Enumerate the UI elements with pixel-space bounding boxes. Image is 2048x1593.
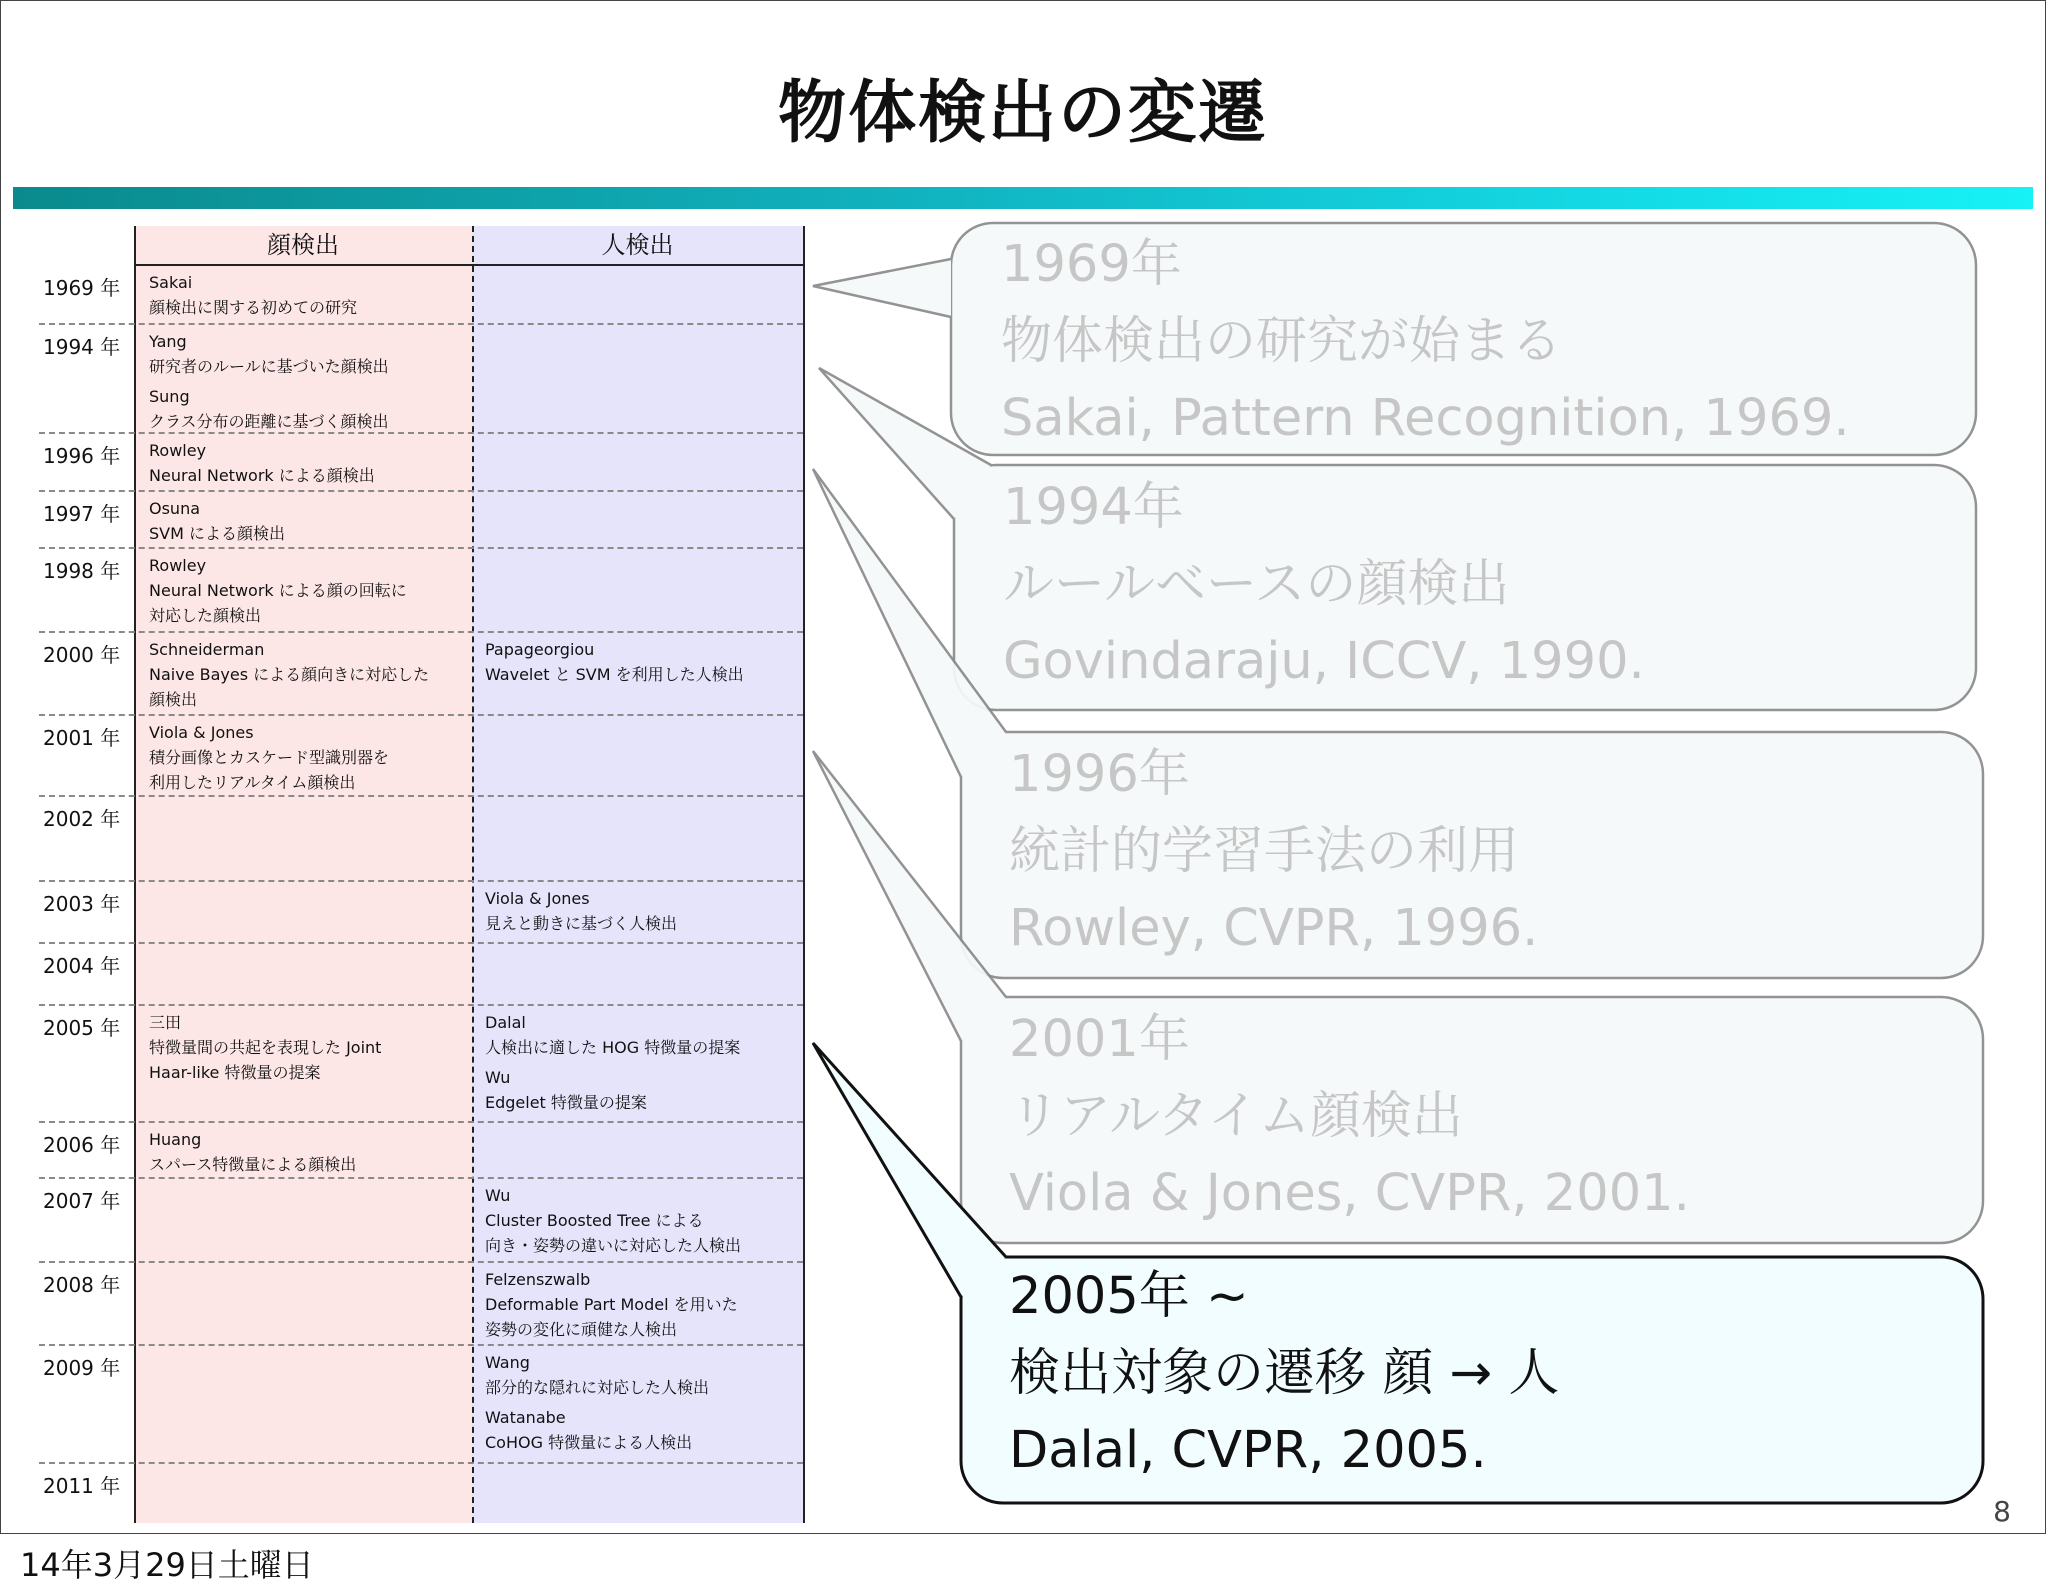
author-name: Rowley xyxy=(149,556,207,575)
author-name: Huang xyxy=(149,1130,202,1149)
author-name: Papageorgiou xyxy=(485,640,595,659)
callout-text-5 xyxy=(1009,1258,1559,1489)
year-label: 1996 年 xyxy=(43,444,121,468)
callout-pointer xyxy=(813,259,951,317)
entry-description: 人検出に適した HOG 特徴量の提案 xyxy=(485,1038,741,1057)
callout-summary: ルールベースの顔検出 xyxy=(1003,555,1510,614)
year-label: 2006 年 xyxy=(43,1133,121,1157)
callout-text-3 xyxy=(1009,736,1538,967)
author-name: Sakai xyxy=(149,273,193,292)
header-face: 顔検出 xyxy=(267,231,339,259)
entry-description: 顔検出に関する初めての研究 xyxy=(149,298,358,317)
entry-description: Haar-like 特徴量の提案 xyxy=(149,1063,321,1082)
author-name: 三田 xyxy=(149,1013,182,1032)
author-name: Wu xyxy=(485,1186,511,1205)
entry-description: Neural Network による顔の回転に xyxy=(149,581,407,600)
callout-text-2 xyxy=(1003,469,1645,700)
year-label: 2008 年 xyxy=(43,1273,121,1297)
entry-description: Cluster Boosted Tree による xyxy=(485,1211,704,1230)
entry-description: Watanabe xyxy=(485,1408,566,1427)
year-label: 1994 年 xyxy=(43,335,121,359)
year-label: 1969 年 xyxy=(43,276,121,300)
callout-year: 2005年 ~ xyxy=(1009,1267,1249,1326)
entry-description: 姿勢の変化に頑健な人検出 xyxy=(485,1320,678,1339)
author-name: Osuna xyxy=(149,499,201,518)
footer-date: 14年3月29日土曜日 xyxy=(20,1546,314,1584)
entry-description: Naive Bayes による顔向きに対応した xyxy=(149,665,430,684)
entry-description: Edgelet 特徴量の提案 xyxy=(485,1093,647,1112)
callout-citation: Sakai, Pattern Recognition, 1969. xyxy=(1001,389,1850,448)
entry-description: 特徴量間の共起を表現した Joint xyxy=(149,1038,382,1057)
callout-text-4 xyxy=(1009,1001,1690,1232)
year-label: 1997 年 xyxy=(43,502,121,526)
entry-description: SVM による顔検出 xyxy=(149,524,285,543)
page-title: 物体検出の変遷 xyxy=(777,74,1268,153)
author-name: Schneiderman xyxy=(149,640,265,659)
author-name: Dalal xyxy=(485,1013,526,1032)
callout-year: 1969年 xyxy=(1001,235,1182,294)
entry-description: 利用したリアルタイム顔検出 xyxy=(149,773,356,792)
year-label: 2011 年 xyxy=(43,1474,121,1498)
entry-description: 部分的な隠れに対応した人検出 xyxy=(485,1378,710,1397)
callout-year: 1994年 xyxy=(1003,478,1184,537)
entry-description: 対応した顔検出 xyxy=(149,606,262,625)
author-name: Viola & Jones xyxy=(485,889,590,908)
callout-summary: 検出対象の遷移 顔 → 人 xyxy=(1009,1344,1560,1403)
callout-year: 2001年 xyxy=(1009,1010,1190,1069)
year-label: 2007 年 xyxy=(43,1189,121,1213)
entry-description: 研究者のルールに基づいた顔検出 xyxy=(149,357,389,376)
year-label: 2001 年 xyxy=(43,726,121,750)
year-label: 2002 年 xyxy=(43,807,121,831)
entry-description: 見えと動きに基づく人検出 xyxy=(485,914,678,933)
callout-citation: Dalal, CVPR, 2005. xyxy=(1009,1421,1487,1480)
author-name: Felzenszwalb xyxy=(485,1270,591,1289)
entry-description: Wavelet と SVM を利用した人検出 xyxy=(485,665,744,684)
author-name: Viola & Jones xyxy=(149,723,254,742)
entry-description: Sung xyxy=(149,387,190,406)
year-label: 2009 年 xyxy=(43,1356,121,1380)
entry-description: スパース特徴量による顔検出 xyxy=(149,1155,357,1174)
author-name: Yang xyxy=(149,332,187,351)
callout-citation: Rowley, CVPR, 1996. xyxy=(1009,899,1539,958)
callout-summary: リアルタイム顔検出 xyxy=(1009,1087,1463,1146)
page-number: 8 xyxy=(1993,1495,2011,1528)
callout-summary: 統計的学習手法の利用 xyxy=(1009,822,1520,881)
entry-description: Deformable Part Model を用いた xyxy=(485,1295,738,1314)
entry-description: CoHOG 特徴量による人検出 xyxy=(485,1433,693,1452)
entry-description: Neural Network による顔検出 xyxy=(149,466,375,485)
entry-description: 積分画像とカスケード型識別器を xyxy=(149,748,390,767)
year-label: 2004 年 xyxy=(43,954,121,978)
callout-year: 1996年 xyxy=(1009,745,1190,804)
year-label: 2005 年 xyxy=(43,1016,121,1040)
author-name: Rowley xyxy=(149,441,207,460)
entry-description: 顔検出 xyxy=(149,690,198,709)
callout-text-1 xyxy=(1001,226,1850,457)
entry-description: クラス分布の距離に基づく顔検出 xyxy=(149,412,389,431)
entry-description: 向き・姿勢の違いに対応した人検出 xyxy=(485,1236,742,1255)
year-label: 2000 年 xyxy=(43,643,121,667)
callout-citation: Govindaraju, ICCV, 1990. xyxy=(1003,632,1645,691)
callout-summary: 物体検出の研究が始まる xyxy=(1001,312,1563,371)
year-label: 1998 年 xyxy=(43,559,121,583)
entry-description: Wu xyxy=(485,1068,511,1087)
year-label: 2003 年 xyxy=(43,892,121,916)
author-name: Wang xyxy=(485,1353,530,1372)
header-person: 人検出 xyxy=(601,231,674,259)
callout-citation: Viola & Jones, CVPR, 2001. xyxy=(1009,1164,1690,1223)
